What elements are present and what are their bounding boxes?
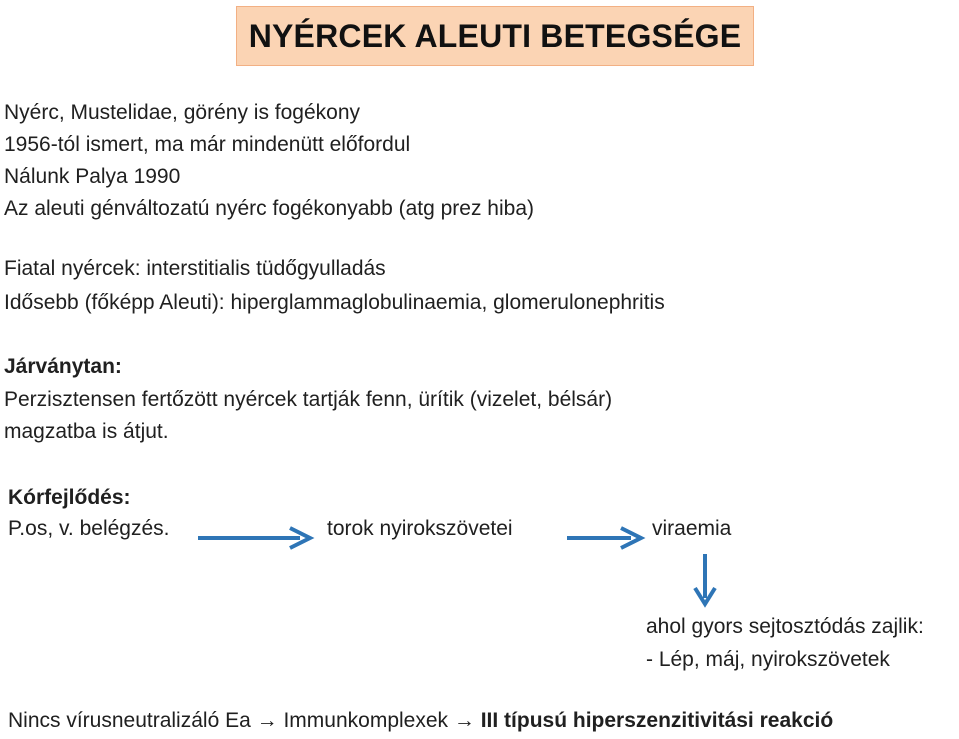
arrow-right-2 <box>565 524 647 552</box>
arrow-symbol-1: → <box>256 709 278 732</box>
result-line-2: - Lép, máj, nyirokszövetek <box>646 648 890 671</box>
epidemiology-heading: Járványtan: <box>4 355 122 378</box>
intro-line-3: Nálunk Palya 1990 <box>4 165 181 188</box>
pathogenesis-step-1: P.os, v. belégzés. <box>8 517 170 540</box>
pathogenesis-step-3: viraemia <box>652 517 732 540</box>
intro-line-4: Az aleuti génváltozatú nyérc fogékonyabb (atg prez hiba) <box>4 197 534 220</box>
intro-line-1: Nyérc, Mustelidae, görény is fogékony <box>4 101 361 124</box>
clinical-line-2: Idősebb (főképp Aleuti): hiperglammaglobulinaemia, glomerulonephritis <box>4 291 665 314</box>
result-line-1: ahol gyors sejtosztódás zajlik: <box>646 615 924 638</box>
epidemiology-line-1: Perzisztensen fertőzött nyércek tartják fenn, ürítik (vizelet, bélsár) <box>4 388 613 411</box>
clinical-line-1: Fiatal nyércek: interstitialis tüdőgyulladás <box>4 257 386 280</box>
bottom-part-2: Immunkomplexek <box>283 709 449 732</box>
bottom-part-3: III típusú hiperszenzitivitási reakció <box>480 709 834 732</box>
title-box <box>236 6 754 66</box>
page-title: NYÉRCEK ALEUTI BETEGSÉGE <box>248 17 742 54</box>
bottom-line <box>8 709 833 733</box>
bottom-part-1: Nincs vírusneutralizáló Ea <box>8 709 251 732</box>
pathogenesis-heading: Kórfejlődés: <box>8 486 131 509</box>
intro-line-2: 1956-tól ismert, ma már mindenütt előfordul <box>4 133 411 156</box>
arrow-down <box>690 552 720 608</box>
pathogenesis-step-2: torok nyirokszövetei <box>327 517 513 540</box>
arrow-symbol-2: → <box>453 709 475 732</box>
epidemiology-line-2: magzatba is átjut. <box>4 420 169 443</box>
arrow-right-1 <box>196 524 318 552</box>
